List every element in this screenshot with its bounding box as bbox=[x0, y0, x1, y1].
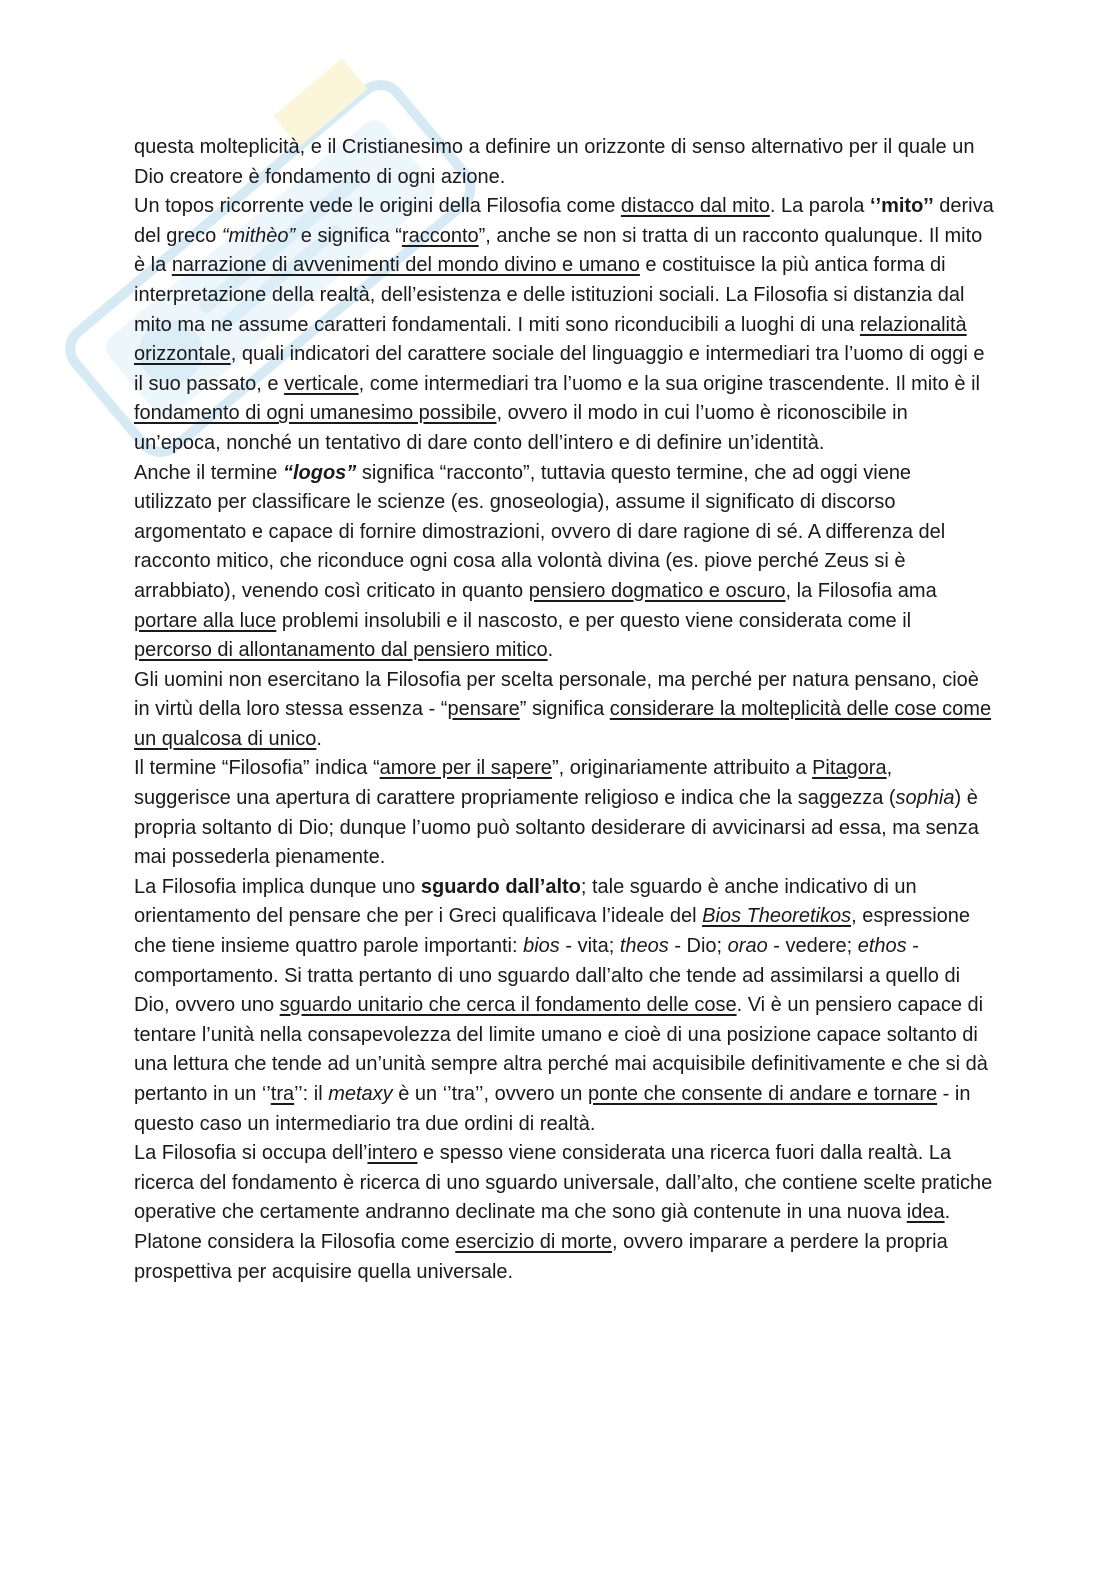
text-run: e significa “ bbox=[295, 224, 402, 247]
underlined-phrase: percorso di allontanamento dal pensiero mitico bbox=[134, 639, 548, 662]
text-run: . bbox=[316, 727, 322, 750]
bold-term: “logos” bbox=[282, 461, 357, 484]
text-run: Anche il termine bbox=[134, 461, 283, 484]
underlined-phrase: esercizio di morte bbox=[455, 1230, 612, 1253]
underlined-phrase: pensiero dogmatico e oscuro bbox=[528, 579, 786, 602]
text-run: e spesso viene considerata una ricerca fuori dalla realtà. La ricerca del fondamento è ricerca di uno sguardo universale, dall’alto, che contiene scelte pratiche operative che certamente andranno declinate ma che sono già contenute in una nuova bbox=[134, 1142, 993, 1224]
text-run: - Dio; bbox=[668, 935, 728, 958]
text-run: deriva del greco bbox=[134, 195, 994, 247]
italic-term: metaxy bbox=[328, 1083, 393, 1105]
text-run: , suggerisce una apertura di carattere propriamente religioso e indica che la saggezza ( bbox=[134, 757, 896, 810]
text-run: . La parola bbox=[769, 195, 870, 218]
italic-term: sophia bbox=[895, 787, 955, 810]
text-run: ; tale sguardo è anche indicativo di un orientamento del pensare che per i Greci qualificava l’ideale del bbox=[134, 875, 917, 928]
underlined-phrase: intero bbox=[367, 1142, 418, 1165]
text-run: . Vi è un pensiero capace di tentare l’unità nella consapevolezza del limite umano e cioè di una posizione capace soltanto di una lettura che tende ad un’unità sempre altra perché mai acquisibile definitivamente e che si dà pertanto in un ‘’ bbox=[134, 994, 988, 1105]
underlined-phrase: ponte che consente di andare e tornare bbox=[587, 1083, 938, 1105]
text-run: e costituisce la più antica forma di interpretazione della realtà, dell’esistenza e delle istituzioni sociali. La Filosofia si distanzia dal mito ma ne assume caratteri fondamentali. I miti sono riconducibili a luoghi di una bbox=[134, 254, 965, 336]
text-run: - in questo caso un intermediario tra due ordini di realtà. bbox=[134, 1083, 971, 1135]
text-run: La Filosofia implica dunque uno bbox=[134, 875, 421, 898]
underlined-phrase: narrazione di avvenimenti del mondo divino e umano bbox=[171, 254, 640, 277]
underlined-phrase: portare alla luce bbox=[134, 609, 277, 632]
text-run: . bbox=[547, 639, 554, 662]
paragraph-p2 bbox=[134, 192, 994, 458]
text-run: significa “racconto”, tuttavia questo termine, che ad oggi viene utilizzato per classificare le scienze (es. gnoseologia), assume il significato di discorso argomentato e capace di fornire dimostrazioni, ovvero di dare ragione di sé. A differenza del racconto mitico, che riconduce ogni cosa alla volontà divina (es. piove perché Zeus si è arrabbiato), venendo così criticato in quanto bbox=[134, 461, 946, 602]
text-run: , quali indicatori del carattere sociale del linguaggio e intermediari tra l’uomo di oggi e il suo passato, e bbox=[134, 343, 985, 395]
italic-term: orao bbox=[727, 935, 768, 958]
text-run: - vedere; bbox=[767, 935, 858, 958]
text-run: questa molteplicità, e il Cristianesimo a definire un orizzonte di senso alternativo per il quale un Dio creatore è fondamento di ogni azione. bbox=[134, 136, 975, 188]
underlined-phrase: fondamento di ogni umanesimo possibile bbox=[134, 402, 497, 425]
text-run: La Filosofia si occupa dell’ bbox=[134, 1142, 368, 1165]
text-run: , ovvero il modo in cui l’uomo è riconoscibile in un’epoca, nonché un tentativo di dare conto dell’intero e di definire un’identità. bbox=[134, 402, 908, 454]
paragraph-p3 bbox=[134, 459, 994, 666]
underlined-phrase: relazionalità orizzontale bbox=[134, 313, 967, 366]
text-run: , ovvero imparare a perdere la propria prospettiva per acquisire quella universale. bbox=[134, 1230, 948, 1283]
text-run: ’’: il bbox=[294, 1083, 329, 1105]
underlined-phrase: sguardo unitario che cerca il fondamento delle cose bbox=[279, 994, 737, 1017]
text-run: , come intermediari tra l’uomo e la sua origine trascendente. Il mito è il bbox=[358, 372, 980, 395]
text-run: , la Filosofia ama bbox=[785, 579, 937, 602]
underlined-phrase: verticale bbox=[284, 372, 359, 395]
paragraph-p6 bbox=[134, 873, 994, 1139]
text-run: ) è propria soltanto di Dio; dunque l’uomo può soltanto desiderare di avvicinarsi ad essa, ma senza mai possederla pienamente. bbox=[134, 787, 979, 869]
underlined-phrase: idea bbox=[906, 1201, 945, 1224]
document-body bbox=[134, 133, 994, 1287]
underlined-phrase: considerare la molteplicità delle cose come un qualcosa di unico bbox=[134, 698, 992, 750]
text-run: Gli uomini non esercitano la Filosofia per scelta personale, ma perché per natura pensano, cioè in virtù della loro stessa essenza - “ bbox=[134, 668, 979, 721]
paragraph-p1 bbox=[134, 133, 994, 192]
text-run: ” significa bbox=[519, 698, 610, 721]
underlined-phrase: racconto bbox=[401, 224, 479, 247]
italic-term: “mithèo” bbox=[221, 224, 296, 247]
text-run: , espressione che tiene insieme quattro parole importanti: bbox=[134, 905, 971, 958]
bold-term: ‘’mito’’ bbox=[869, 195, 934, 218]
text-run: Il termine “Filosofia” indica “ bbox=[134, 757, 380, 780]
italic-term: ethos bbox=[857, 935, 907, 958]
text-run: è un ‘’tra’’, ovvero un bbox=[392, 1083, 588, 1105]
paragraph-p5 bbox=[134, 754, 994, 872]
text-run: - vita; bbox=[559, 935, 620, 958]
text-run: ”, anche se non si tratta di un racconto qualunque. Il mito è la bbox=[134, 224, 983, 277]
underlined-phrase: Pitagora bbox=[812, 757, 887, 780]
text-run: Un topos ricorrente vede le origini della Filosofia come bbox=[134, 195, 621, 218]
underlined-phrase: amore per il sapere bbox=[379, 757, 552, 780]
text-run: problemi insolubili e il nascosto, e per questo viene considerata come il bbox=[276, 609, 912, 632]
italic-term: theos bbox=[619, 935, 669, 958]
underlined-phrase: Bios Theoretikos bbox=[702, 905, 852, 928]
paragraph-p7 bbox=[134, 1139, 994, 1287]
italic-term: bios bbox=[523, 935, 560, 958]
text-run: . Platone considera la Filosofia come bbox=[134, 1201, 951, 1253]
bold-term: sguardo dall’alto bbox=[420, 875, 581, 898]
text-run: - comportamento. Si tratta pertanto di uno sguardo dall’alto che tende ad assimilarsi a quello di Dio, ovvero uno bbox=[134, 935, 961, 1017]
paragraph-p4 bbox=[134, 666, 994, 755]
text-run: ”, originariamente attribuito a bbox=[551, 757, 813, 780]
underlined-phrase: tra bbox=[270, 1083, 295, 1105]
underlined-phrase: distacco dal mito bbox=[620, 195, 770, 218]
underlined-phrase: pensare bbox=[447, 698, 520, 721]
